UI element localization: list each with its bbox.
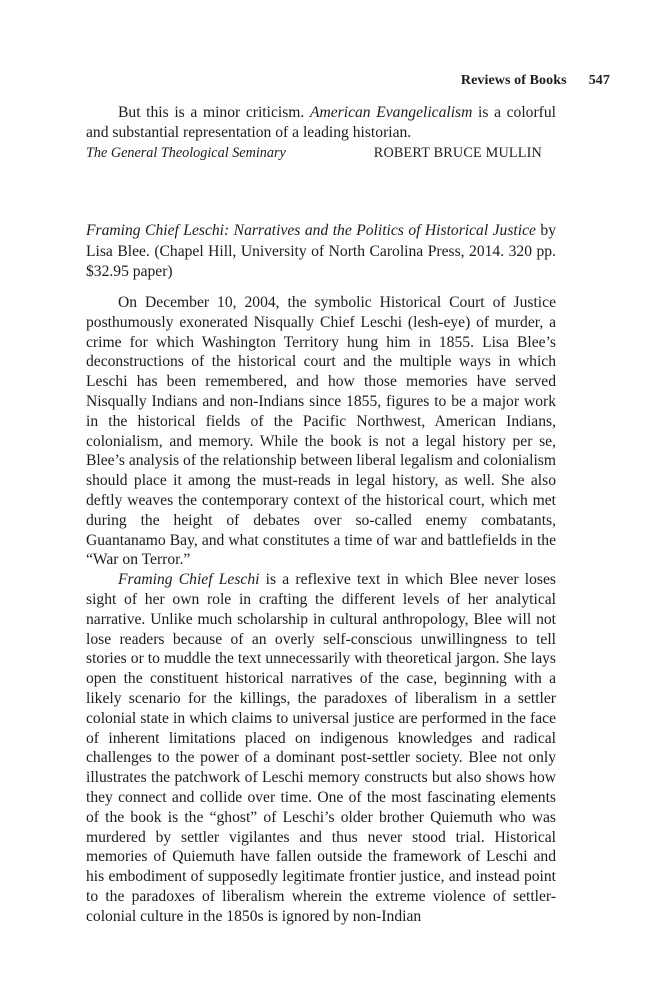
- review-paragraph-1: On December 10, 2004, the symbolic Historical Court of Justice posthumously exonerated Nisqually Chief Leschi (lesh-eye) of murder, a crime for which Washington Territory hung him in 1855. Lisa Blee’s deconstructions of the historical court and the multiple ways in which Leschi has been remembered, and how those memories have served Nisqually Indians and non-Indians since 1855, figures to be a major work in the historical fields of the Pacific Northwest, American Indians, colonialism, and memory. While the book is not a legal history per se, Blee’s analysis of the relationship between liberal legalism and colonialism should place it among the must-reads in legal history, as well. She also deftly weaves the contemporary context of the historical court, which met during the height of debates over so-called enemy combatants, Guantanamo Bay, and what constitutes a time of war and battlefields in the “War on Terror.”: [86, 294, 556, 569]
- reviewed-book-citation: by Lisa Blee. (Chapel Hill, University of North Carolina Press, 2014. 320 pp. $32.95 paper): [86, 222, 556, 280]
- closing-text-start: But this is a minor criticism.: [118, 104, 310, 121]
- reviewer-signature: [86, 144, 556, 164]
- page-number: 547: [588, 73, 610, 88]
- reviewer-affiliation: The General Theological Seminary: [86, 144, 286, 161]
- running-head: [461, 73, 610, 89]
- paragraph-2-text: is a reflexive text in which Blee never loses sight of her own role in crafting the different levels of her analytical narrative. Unlike much scholarship in cultural anthropology, Blee will not lose readers because of an overly self-conscious unwillingness to tell stories or to muddle the text unnecessarily with theoretical jargon. She lays open the constituent historical narratives of the case, beginning with a likely scenario for the killings, the paradoxes of liberalism in a settler colonial state in which claims to universal justice are performed in the face of inherent limitations placed on indigenous knowledges and radical challenges to the power of a dominant post-settler society. Blee not only illustrates the patchwork of Leschi memory constructs but also shows how they connect and collide over time. One of the most fascinating elements of the book is the “ghost” of Leschi’s older brother Quiemuth who was murdered by settler vigilantes and thus never stood trial. Historical memories of Quiemuth have fallen outside the framework of Leschi and his embodiment of supposedly legitimate frontier justice, and instead point to the paradoxes of liberalism wherein the extreme violence of settler-colonial culture in the 1850s is ignored by non-Indian: [86, 571, 556, 925]
- running-head-title: Reviews of Books: [460, 73, 567, 88]
- review-heading: [86, 221, 556, 282]
- closing-book-title: American Evangelicalism: [309, 104, 473, 121]
- reviewer-name: ROBERT BRUCE MULLIN: [373, 144, 542, 161]
- previous-review-closing: [86, 103, 556, 143]
- paragraph-2-book-title: Framing Chief Leschi: [118, 571, 260, 589]
- page-content: [86, 103, 556, 927]
- reviewed-book-title: Framing Chief Leschi: Narratives and the Politics of Historical Justice: [86, 222, 536, 240]
- review-paragraph-2: [86, 570, 556, 926]
- closing-text-end: is a colorful and substantial representation of a leading historian.: [86, 104, 556, 141]
